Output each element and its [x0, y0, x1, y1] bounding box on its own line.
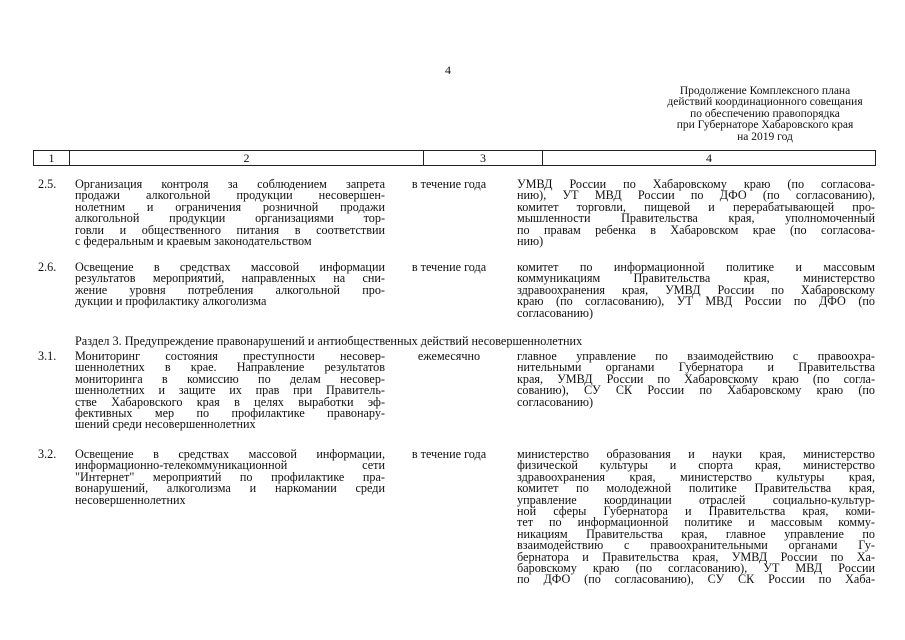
row-description	[75, 179, 385, 247]
continuation-line: действий координационного совещания	[667, 96, 863, 109]
text-line: вонарушений, алкоголизма и наркомании среди	[75, 481, 385, 496]
text-line: несовершеннолетних	[75, 492, 186, 507]
row-number: 2.5.	[38, 177, 57, 191]
text-line: шеннолетних и защите их прав при Правитель-	[75, 383, 385, 398]
row-executors	[517, 262, 875, 319]
text-line: дукции и профилактику алкоголизма	[75, 294, 267, 309]
text-line: нию), УТ МВД России по ДФО (по согласованию),	[517, 188, 875, 203]
text-line: главное управление по взаимодействию с правоохра-	[517, 349, 875, 363]
text-line: нию)	[517, 234, 544, 249]
continuation-header	[640, 86, 890, 143]
text-line: нолетним и ограничения розничной продажи	[75, 199, 385, 214]
text-line: мониторинга в комиссию по делам несовер-	[75, 371, 385, 386]
row-term: в течение года	[411, 447, 487, 461]
text-line: согласованию)	[517, 305, 594, 320]
text-line: по ДФО (по согласованию), СУ СК России по Хаба-	[517, 572, 875, 587]
row-executors	[517, 179, 875, 247]
text-line: стве Хабаровского края в целях выработки эф-	[75, 394, 385, 409]
table-header	[33, 150, 876, 166]
header-col-3: 3	[480, 151, 486, 165]
text-line: алкогольной продукции организациями тор-	[75, 211, 385, 226]
text-line: комитет торговли, пищевой и перерабатывающей про-	[517, 199, 875, 214]
page-number: 4	[445, 63, 451, 77]
text-line: информационно-телекоммуникационной сети	[75, 458, 385, 473]
text-line: результатов мероприятий, направленных на сни-	[75, 271, 385, 286]
row-description	[75, 262, 385, 308]
text-line: шений среди несовершеннолетних	[75, 417, 256, 432]
text-line: согласованию)	[517, 394, 594, 409]
text-line: комитет по молодежной политике Правительства края,	[517, 481, 875, 496]
text-line: УМВД России по Хабаровскому краю (по согласова-	[517, 177, 875, 191]
row-term: ежемесячно	[417, 349, 481, 363]
text-line: шеннолетних в крае. Направление результатов	[75, 360, 385, 375]
continuation-line: по обеспечению правопорядка	[690, 107, 840, 120]
text-line: бернатора и Правительства края, УМВД России по Ха-	[517, 549, 875, 564]
row-executors	[517, 449, 875, 586]
section-heading: Раздел 3. Предупреждение правонарушений и антиобщественных действий несовершеннолетних	[75, 334, 583, 348]
text-line: Освещение в средствах массовой информации	[75, 260, 385, 274]
text-line: Мониторинг состояния преступности несовер-	[75, 349, 385, 363]
text-line: баровскому краю (по согласованию), УТ МВД России	[517, 561, 875, 576]
row-description	[75, 351, 385, 431]
continuation-line: на 2019 год	[737, 130, 793, 143]
text-line: коммуникациям Правительства края, министерство	[517, 271, 875, 286]
text-line: Организация контроля за соблюдением запрета	[75, 177, 385, 191]
continuation-line: при Губернаторе Хабаровского края	[676, 119, 854, 132]
row-term: в течение года	[411, 177, 487, 191]
text-line: никациям Правительства края, главное управление по	[517, 526, 875, 541]
text-line: "Интернет" мероприятий по профилактике пра-	[75, 469, 385, 484]
row-number: 3.1.	[38, 349, 57, 363]
text-line: мышленности Правительства края, уполномоченный	[517, 211, 875, 226]
text-line: ной сферы Губернатора и Правительства края, коми-	[517, 504, 875, 519]
header-col-2: 2	[243, 151, 250, 165]
text-line: министерство образования и науки края, министерство	[517, 447, 875, 461]
row-number: 2.6.	[38, 260, 57, 274]
text-line: по правам ребенка в Хабаровском крае (по согласова-	[517, 222, 875, 237]
text-line: краю (по согласованию), УТ МВД России по ДФО (по	[517, 294, 875, 309]
text-line: нительными органами Губернатора и Правительства	[517, 360, 875, 375]
text-line: жение уровня потребления алкогольной про-	[75, 282, 385, 297]
row-number: 3.2.	[38, 447, 57, 461]
text-line: продажи алкогольной продукции несовершен-	[75, 188, 385, 203]
text-line: Освещение в средствах массовой информации,	[75, 447, 385, 461]
text-line: сованию), СУ СК России по Хабаровскому краю (по	[517, 383, 875, 398]
text-line: физической культуры и спорта края, министерство	[517, 458, 875, 473]
text-line: тет по информационной политике и массовым комму-	[517, 515, 875, 530]
text-line: фективных мер по профилактике правонару-	[75, 406, 385, 421]
text-line: управление координации отраслей социально-культур-	[517, 492, 875, 507]
row-term: в течение года	[411, 260, 487, 274]
header-col-1: 1	[48, 151, 55, 165]
row-executors	[517, 351, 875, 408]
text-line: с федеральным и краевым законодательством	[75, 234, 312, 249]
text-line: говли и общественного питания в соответствии	[75, 222, 385, 237]
header-col-4: 4	[706, 151, 712, 165]
text-line: здравоохранения края, министерство культуры края,	[517, 469, 875, 484]
text-line: края, УМВД России по Хабаровскому краю (по согла-	[517, 371, 875, 386]
text-line: комитет по информационной политике и массовым	[517, 260, 875, 274]
continuation-line: Продолжение Комплексного плана	[679, 85, 851, 97]
row-description	[75, 449, 385, 506]
text-line: здравоохранения края, УМВД России по Хабаровскому	[517, 282, 875, 297]
text-line: взаимодействию с правоохранительными органами Гу-	[517, 538, 875, 553]
